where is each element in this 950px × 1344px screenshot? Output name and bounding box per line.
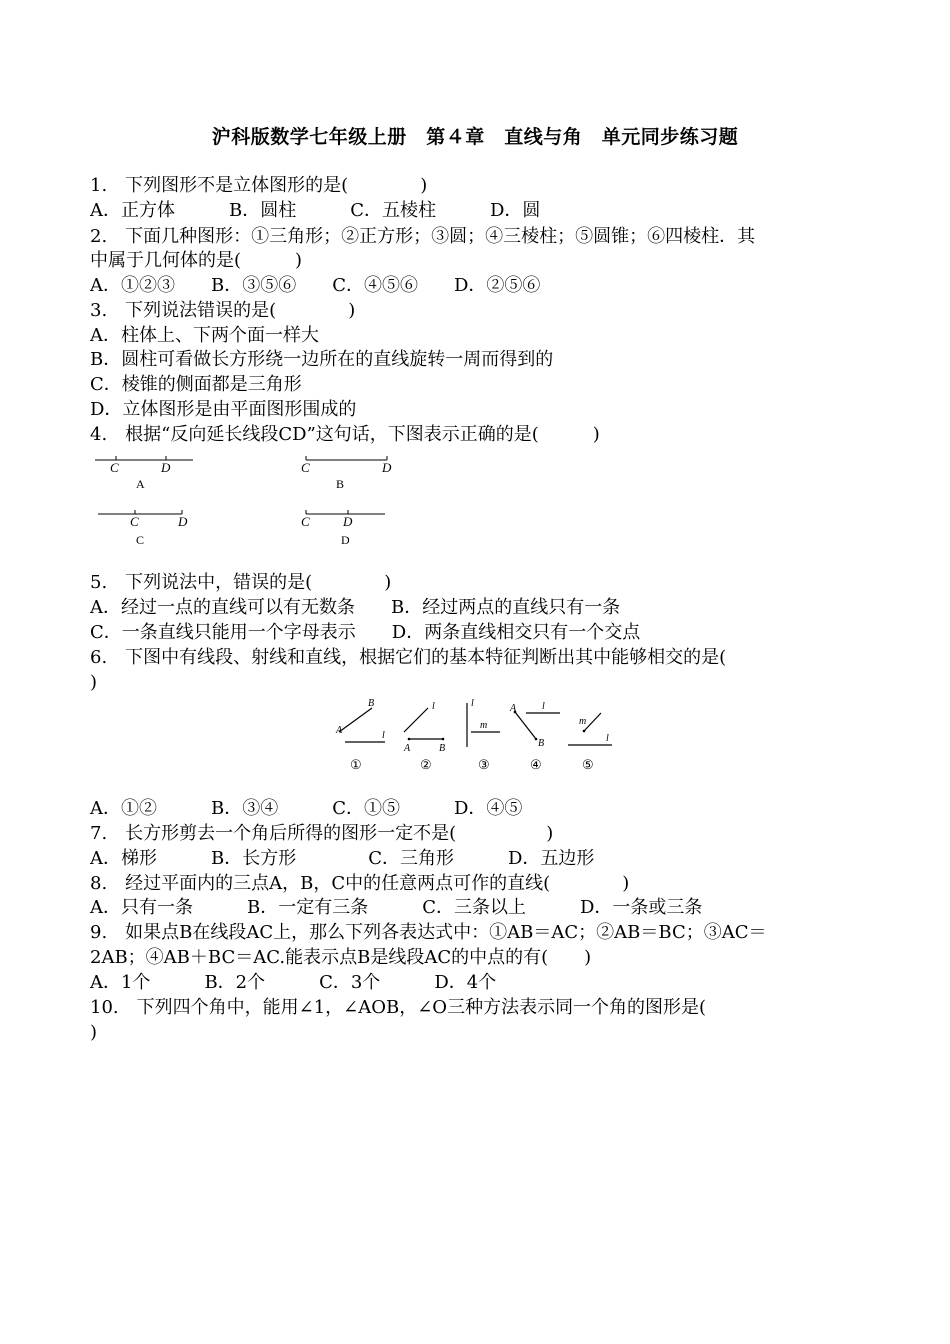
fig6-caption-3: ③ [478,757,490,772]
q4-figure [90,450,410,555]
fig4-caption-a: A [136,477,145,491]
fig4-caption-c: C [136,533,145,547]
q3-option-b: B．圆柱可看做长方形绕一边所在的直线旋转一周而得到的 [90,349,554,370]
fig6-caption-4: ④ [530,757,542,772]
q7-stem: 7. 长方形剪去一个角后所得的图形一定不是( ) [90,823,554,844]
label-m: m [480,720,488,731]
q6-figure-1 [335,698,385,772]
label-l: l [471,698,474,709]
point-d-label: D [178,514,188,529]
q3-option-c: C．棱锥的侧面都是三角形 [90,374,302,395]
fig6-caption-2: ② [420,757,432,772]
q4-stem: 4. 根据“反向延长线段CD”这句话，下图表示正确的是( ) [90,424,600,445]
q5-stem: 5. 下列说法中，错误的是( ) [90,572,392,593]
q2-options: A．①②③ B．③⑤⑥ C．④⑤⑥ D．②⑤⑥ [90,275,541,296]
q8-stem: 8. 经过平面内的三点A，B，C中的任意两点可作的直线( ) [90,873,630,894]
point-c-label: C [301,514,310,529]
q6-stem: 6. 下图中有线段、射线和直线，根据它们的基本特征判断出其中能够相交的是( [90,647,727,668]
q7-options: A．梯形 B．长方形 C．三角形 D．五边形 [90,848,595,869]
q4-option-b-figure [301,456,392,491]
label-b: B [538,738,545,749]
q2-stem: 2. 下面几种图形：①三角形；②正方形；③圆；④三棱柱；⑤圆锥；⑥四棱柱．其 [90,226,756,247]
q9-stem: 9. 如果点B在线段AC上，那么下列各表达式中：①AB＝AC；②AB＝BC；③AC＝ [90,922,767,943]
q1-options: A．正方体 B．圆柱 C．五棱柱 D．圆 [90,200,541,221]
q10-stem: 10. 下列四个角中，能用∠1，∠AOB，∠O三种方法表示同一个角的图形是( [90,997,707,1018]
q6-figure-2 [403,701,445,772]
q5-options-ab: A．经过一点的直线可以有无数条 B．经过两点的直线只有一条 [90,597,621,618]
q3-option-a: A．柱体上、下两个面一样大 [90,325,319,346]
label-l: l [432,701,435,712]
point-d-label: D [382,460,392,475]
label-a: A [336,725,343,736]
page-title: 沪科版数学七年级上册 第４章 直线与角 单元同步练习题 [211,126,739,148]
q10-stem-cont: ) [90,1022,98,1043]
label-l: l [542,701,545,712]
q4-option-c-figure [98,510,188,547]
label-a: A [404,743,411,754]
label-a: A [510,703,517,714]
fig6-caption-1: ① [350,757,362,772]
q3-option-d: D．立体图形是由平面图形围成的 [90,399,357,420]
q1-stem: 1. 下列图形不是立体图形的是( ) [90,175,428,196]
q3-stem: 3. 下列说法错误的是( ) [90,300,356,321]
fig6-caption-5: ⑤ [582,757,594,772]
q2-stem-cont: 中属于几何体的是( ) [90,250,303,271]
fig4-caption-b: B [336,477,345,491]
q9-options: A．1个 B．2个 C．3个 D．4个 [90,972,497,993]
point-d-label: D [161,460,171,475]
label-m: m [579,716,587,727]
q4-option-d-figure [301,510,385,547]
label-l: l [606,733,609,744]
q6-stem-cont: ) [90,672,98,693]
q5-options-cd: C．一条直线只能用一个字母表示 D．两条直线相交只有一个交点 [90,622,641,643]
label-b: B [368,698,375,709]
q6-figure-5 [568,713,612,772]
q6-figure-4 [509,701,560,772]
point-c-label: C [301,460,310,475]
fig4-caption-d: D [341,533,350,547]
q6-figure-3 [467,698,500,772]
q8-options: A．只有一条 B．一定有三条 C．三条以上 D．一条或三条 [90,897,703,918]
point-c-label: C [110,460,119,475]
q4-option-a-figure [95,456,193,491]
label-l: l [382,730,385,741]
point-d-label: D [343,514,353,529]
point-c-label: C [130,514,139,529]
q6-figure [330,695,620,775]
q6-options: A．①② B．③④ C．①⑤ D．④⑤ [90,798,523,819]
q9-stem-cont: 2AB；④AB＋BC＝AC.能表示点B是线段AC的中点的有( ) [90,947,592,968]
label-b: B [439,743,446,754]
